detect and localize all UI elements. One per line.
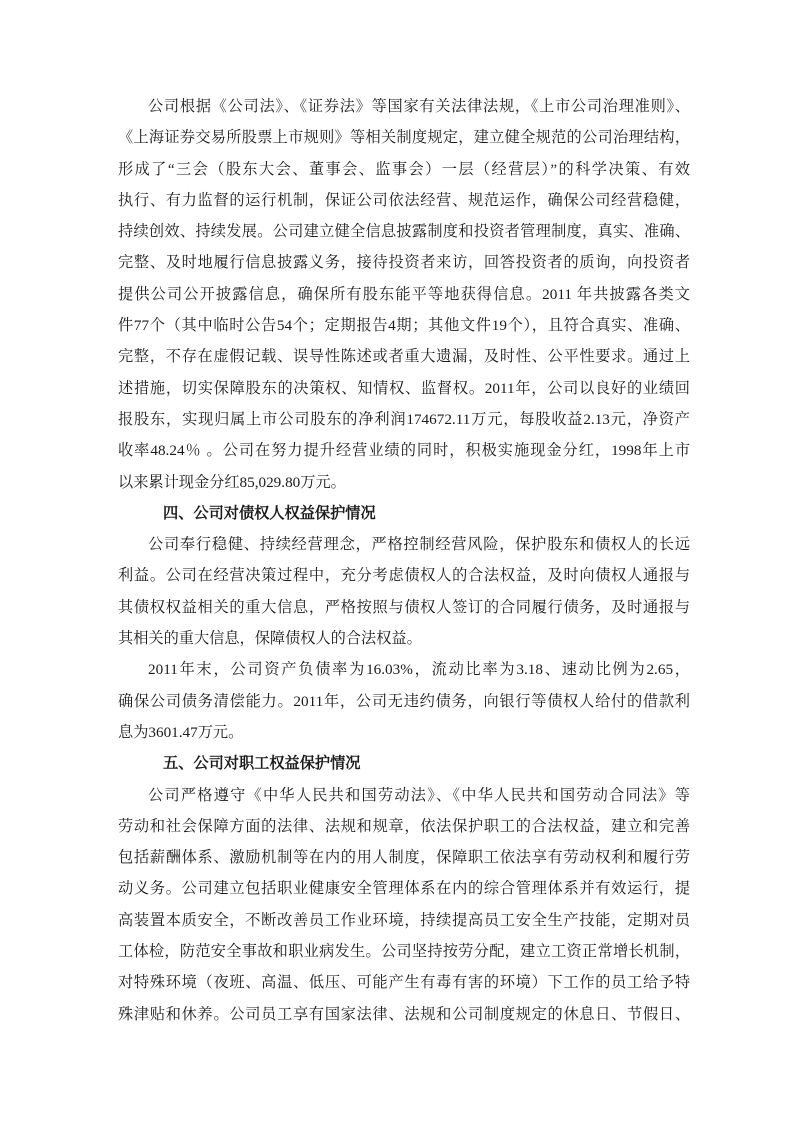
paragraph-line: 对特殊环境（夜班、高温、低压、可能产生有毒有害的环境）下工作的员工给予特 bbox=[118, 974, 690, 992]
shareholder-rights-paragraph bbox=[118, 91, 690, 498]
paragraph-line: 执行、有力监督的运行机制，保证公司依法经营、规范运作，确保公司经营稳健， bbox=[118, 191, 690, 209]
paragraph-line: 述措施，切实保障股东的决策权、知情权、监督权。2011年，公司以良好的业绩回 bbox=[118, 379, 690, 397]
paragraph-line: 殊津贴和休养。公司员工享有国家法律、法规和公司制度规定的休息日、节假日、 bbox=[118, 1005, 690, 1023]
paragraph-line: 动义务。公司建立包括职业健康安全管理体系在内的综合管理体系并有效运行，提 bbox=[118, 880, 690, 898]
paragraph-line: 息为3601.47万元。 bbox=[118, 723, 244, 741]
paragraph-line: 其相关的重大信息，保障债权人的合法权益。 bbox=[118, 630, 422, 648]
paragraph-line: 高装置本质安全，不断改善员工作业环境，持续提高员工安全生产技能，定期对员 bbox=[118, 911, 690, 929]
paragraph-line: 持续创效、持续发展。公司建立健全信息披露制度和投资者管理制度，真实、准确、 bbox=[118, 223, 690, 241]
paragraph-line: 公司严格遵守《中华人民共和国劳动法》、《中华人民共和国劳动合同法》等 bbox=[148, 786, 690, 804]
document-body bbox=[118, 91, 690, 1030]
paragraph-line: 件77个（其中临时公告54个；定期报告4期；其他文件19个），且符合真实、准确、 bbox=[118, 317, 690, 335]
paragraph-line: 确保公司债务清偿能力。2011年，公司无违约债务，向银行等债权人给付的借款利 bbox=[118, 692, 690, 710]
paragraph-line: 2011年末，公司资产负债率为16.03%，流动比率为3.18、速动比例为2.65， bbox=[148, 661, 690, 679]
paragraph-line: 提供公司公开披露信息，确保所有股东能平等地获得信息。2011 年共披露各类文 bbox=[118, 285, 690, 303]
employee-rights-paragraph bbox=[118, 780, 690, 1030]
creditor-rights-paragraph bbox=[118, 529, 690, 654]
paragraph-line: 公司根据《公司法》、《证券法》等国家有关法律法规，《上市公司治理准则》、 bbox=[148, 98, 690, 115]
paragraph-line: 工体检，防范安全事故和职业病发生。公司坚持按劳分配，建立工资正常增长机制， bbox=[118, 943, 690, 961]
creditor-rights-heading: 四、公司对债权人权益保护情况 bbox=[163, 504, 376, 522]
paragraph-line: 《上海证券交易所股票上市规则》等相关制度规定，建立健全规范的公司治理结构， bbox=[118, 129, 690, 147]
employee-rights-heading: 五、公司对职工权益保护情况 bbox=[163, 755, 361, 773]
paragraph-line: 利益。公司在经营决策过程中，充分考虑债权人的合法权益，及时向债权人通报与 bbox=[118, 567, 690, 585]
paragraph-line: 报股东，实现归属上市公司股东的净利润174672.11万元，每股收益2.13元，净资产 bbox=[118, 410, 690, 428]
paragraph-line: 公司奉行稳健、持续经营理念，严格控制经营风险，保护股东和债权人的长远 bbox=[148, 536, 690, 554]
paragraph-line: 其债权权益相关的重大信息，严格按照与债权人签订的合同履行债务，及时通报与 bbox=[118, 598, 690, 616]
paragraph-line: 完整、及时地履行信息披露义务，接待投资者来访，回答投资者的质询，向投资者 bbox=[118, 254, 690, 272]
paragraph-line: 完整，不存在虚假记载、误导性陈述或者重大遗漏，及时性、公平性要求。通过上 bbox=[118, 348, 690, 366]
paragraph-line: 劳动和社会保障方面的法律、法规和规章，依法保护职工的合法权益，建立和完善 bbox=[118, 817, 690, 835]
paragraph-line: 包括薪酬体系、激励机制等在内的用人制度，保障职工依法享有劳动权利和履行劳 bbox=[118, 849, 690, 867]
paragraph-line: 形成了“三会（股东大会、董事会、监事会）一层（经营层）”的科学决策、有效 bbox=[118, 160, 690, 178]
paragraph-line: 以来累计现金分红85,029.80万元。 bbox=[118, 473, 346, 491]
debt-ratio-paragraph bbox=[118, 654, 690, 748]
paragraph-line: 收率48.24％ 。公司在努力提升经营业绩的同时，积极实施现金分红，1998年上市 bbox=[118, 442, 690, 460]
